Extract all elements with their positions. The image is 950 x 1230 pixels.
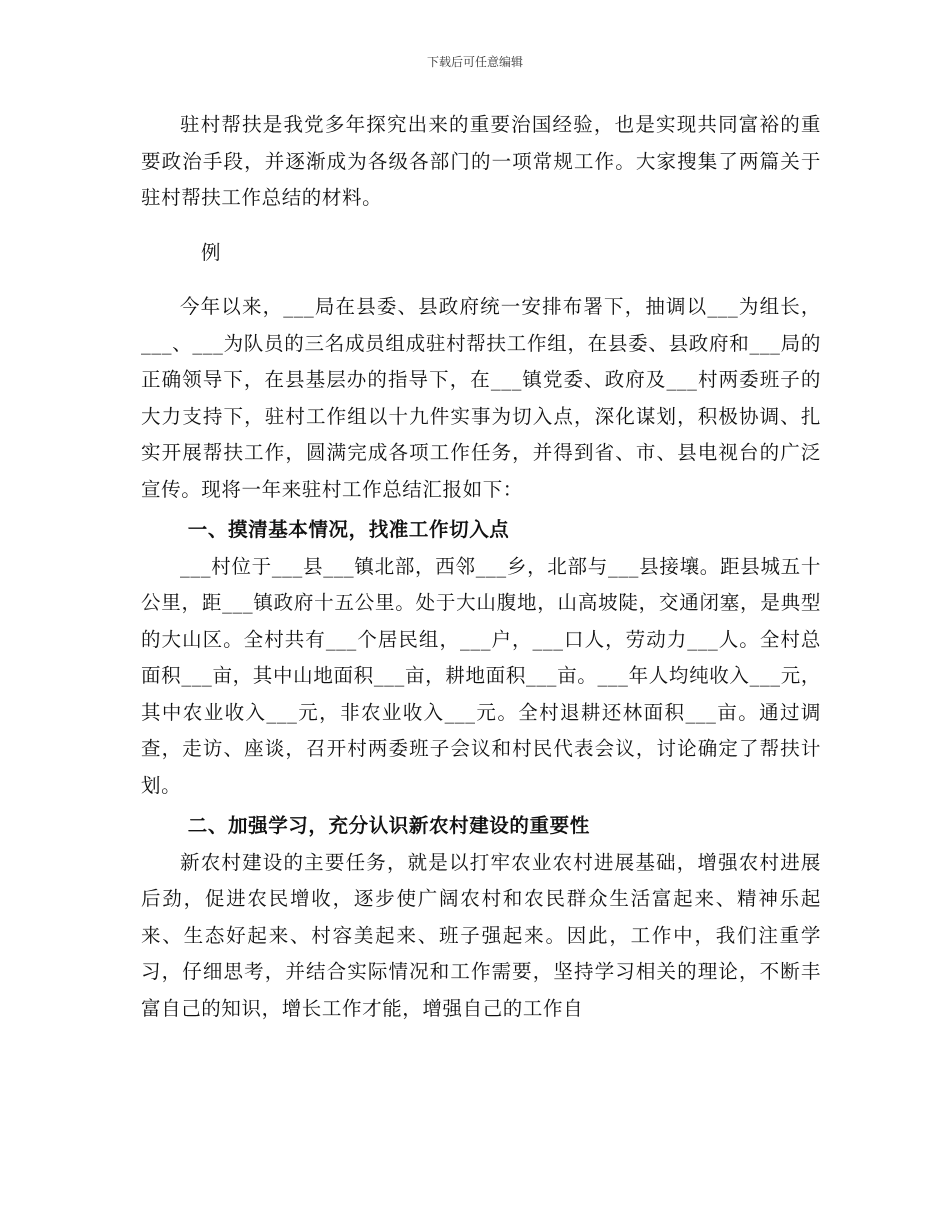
page-header: 下载后可任意编辑: [426, 55, 523, 69]
intro-paragraph: 驻村帮扶是我党多年探究出来的重要治国经验，也是实现共同富裕的重要政治手段，并逐渐成为各级各部门的一项常规工作。大家搜集了两篇关于驻村帮扶工作总结的材料。: [141, 113, 821, 209]
document-body: [141, 107, 821, 1027]
section1-paragraph: ___村位于___县___镇北部，西邻___乡，北部与___县接壤。距县城五十公里，距___镇政府十五公里。处于大山腹地，山高坡陡，交通闭塞，是典型的大山区。全村共有___个居民组，___户，___口人，劳动力___人。全村总面积___亩，其中山地面积___亩，耕地面积___亩。___年人均纯收入___元，其中农业收入___元，非农业收入___元。全村退耕还林面积___亩。通过调查，走访、座谈，召开村两委班子会议和村民代表会议，讨论确定了帮扶计划。: [141, 554, 821, 797]
section1-heading: 一、摸清基本情况，找准工作切入点: [187, 518, 510, 541]
opening-paragraph: 今年以来，___局在县委、县政府统一安排布署下，抽调以___为组长，___、___为队员的三名成员组成驻村帮扶工作组，在县委、县政府和___局的正确领导下，在县基层办的指导下，在___镇党委、政府及___村两委班子的大力支持下，驻村工作组以十九件实事为切入点，深化谋划，积极协调、扎实开展帮扶工作，圆满完成各项工作任务，并得到省、市、县电视台的广泛宣传。现将一年来驻村工作总结汇报如下：: [141, 295, 821, 501]
example-label: 例: [201, 240, 221, 264]
section2-paragraph: 新农村建设的主要任务，就是以打牢农业农村进展基础，增强农村进展后劲，促进农民增收，逐步使广阔农村和农民群众生活富起来、精神乐起来、生态好起来、村容美起来、班子强起来。因此，工作中，我们注重学习，仔细思考，并结合实际情况和工作需要，坚持学习相关的理论，不断丰富自己的知识，增长工作才能，增强自己的工作自: [141, 850, 821, 1020]
section2-heading: 二、加强学习，充分认识新农村建设的重要性: [187, 814, 590, 837]
